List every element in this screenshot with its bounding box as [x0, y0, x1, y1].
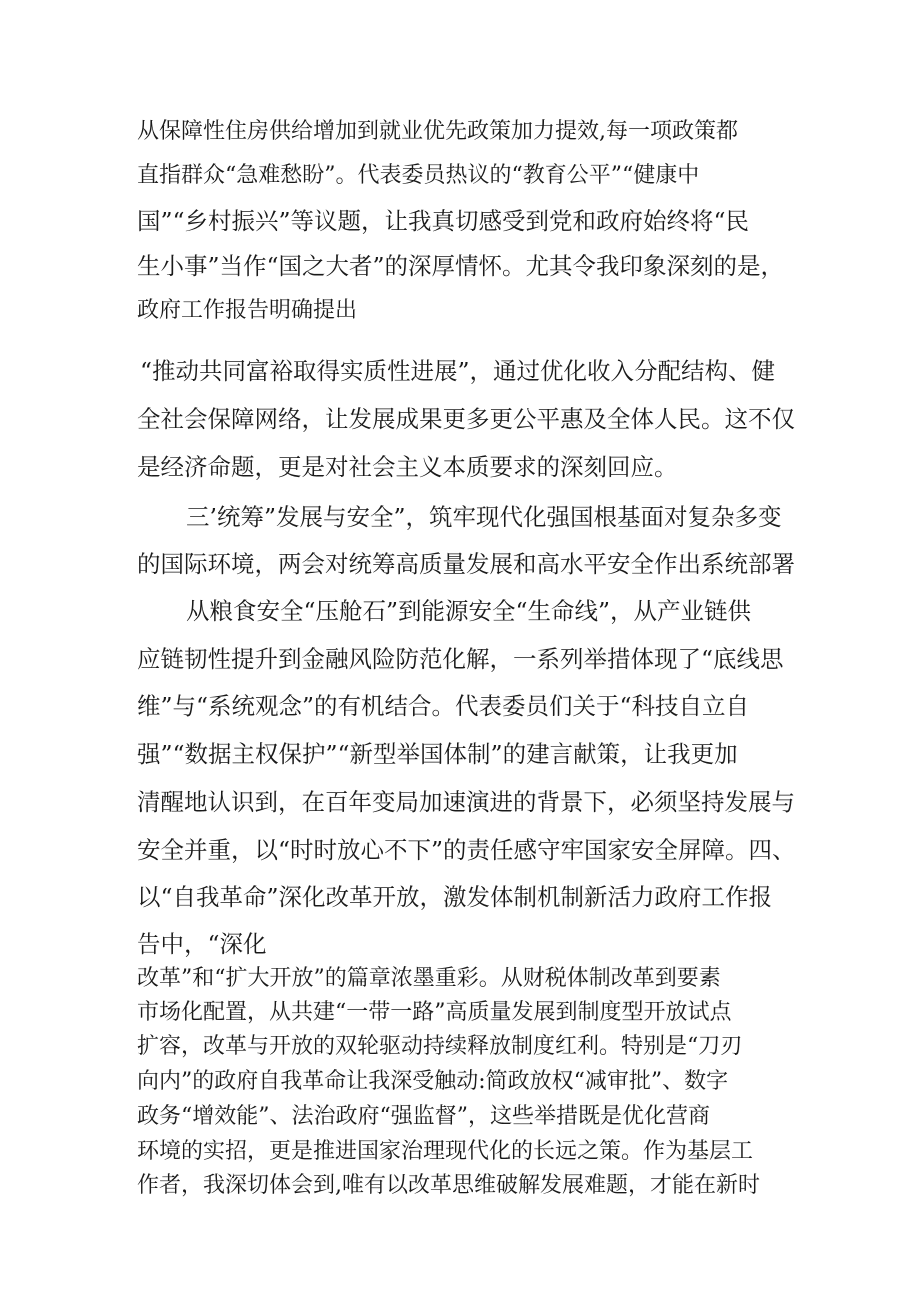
text-line-11: 从粮食安全“压舱石”到能源安全“生命线”，从产业链供 — [186, 597, 752, 625]
text-line-19: 改革”和“扩大开放”的篇章浓墨重彩。从财税体制改革到要素 — [137, 966, 721, 991]
text-line-21: 扩容，改革与开放的双轮驱动持续释放制度红利。特别是“刀刃 — [137, 1034, 743, 1059]
text-line-20: 市场化配置，从共建“一带一路”高质量发展到制度型开放试点 — [137, 1000, 732, 1025]
text-line-3: 国”“乡村振兴”等议题，让我真切感受到党和政府始终将“民 — [137, 207, 750, 235]
text-line-12: 应链韧性提升到金融风险防范化解，一系列举措体现了“底线思 — [137, 645, 784, 673]
text-line-9: 三’统筹”发展与安全”，筑牢现代化强国根基面对复杂多变 — [186, 503, 782, 531]
text-line-2: 直指群众“急难愁盼”。代表委员热议的“教育公平”“健康中 — [137, 163, 700, 188]
text-line-14: 强”“数据主权保护”“新型举国体制”的建言献策，让我更加 — [137, 740, 738, 768]
text-line-7: 全社会保障网络，让发展成果更多更公平惠及全体人民。这不仅 — [137, 405, 795, 433]
text-line-15: 清醒地认识到，在百年变局加速演进的背景下，必须坚持发展与 — [137, 788, 795, 816]
text-line-4: 生小事”当作“国之大者”的深厚情怀。尤其令我印象深刻的是， — [137, 252, 785, 280]
text-line-5: 政府工作报告明确提出 — [137, 298, 358, 323]
text-line-16: 安全并重，以“时时放心不下”的责任感守牢国家安全屏障。四、 — [137, 836, 796, 864]
text-line-24: 环境的实招，更是推进国家治理现代化的长远之策。作为基层工 — [137, 1139, 754, 1164]
text-line-8: 是经济命题，更是对社会主义本质要求的深刻回应。 — [137, 453, 678, 481]
text-line-22: 向内”的政府自我革命让我深受触动:简政放权“减审批”、数字 — [137, 1069, 729, 1094]
text-line-10: 的国际环境，两会对统筹高质量发展和高水平安全作出系统部署 — [137, 550, 795, 578]
text-line-13: 维”与“系统观念”的有机结合。代表委员们关于“科技自立自 — [137, 692, 750, 720]
text-line-23: 政务“增效能”、法治政府“强监督”，这些举措既是优化营商 — [137, 1104, 710, 1129]
text-line-1: 从保障性住房供给增加到就业优先政策加力提效,每一项政策都 — [137, 119, 738, 144]
text-line-6: “推动共同富裕取得实质性进展”，通过优化收入分配结构、健 — [140, 357, 776, 385]
text-line-18: 告中，“深化 — [137, 930, 267, 958]
text-line-17: 以“自我革命”深化改革开放，激发体制机制新活力政府工作报 — [137, 883, 773, 911]
text-line-25: 作者，我深切体会到,唯有以改革思维破解发展难题，才能在新时 — [137, 1173, 760, 1198]
